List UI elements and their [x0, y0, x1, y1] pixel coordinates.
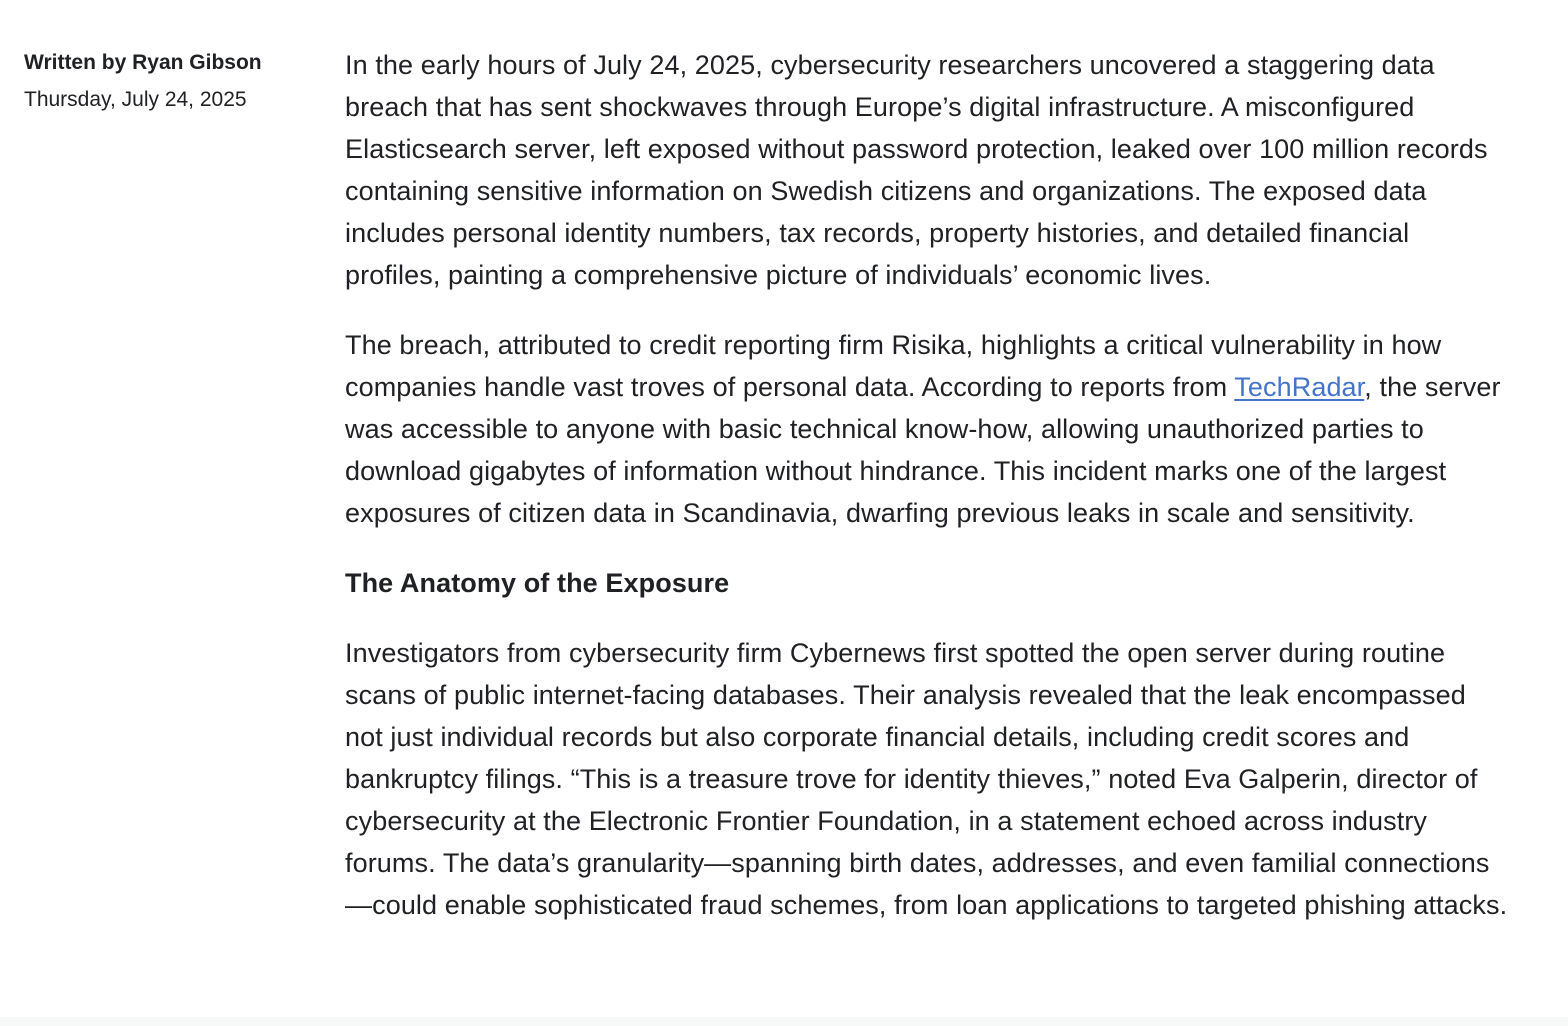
- techradar-link[interactable]: TechRadar: [1234, 372, 1365, 402]
- article-paragraph-1: In the early hours of July 24, 2025, cybersecurity researchers uncovered a staggering data breach that has sent shockwaves through Europe’s digital infrastructure. A misconfigured Elasticsearch server, left exposed without password protection, leaked over 100 million records containing sensitive information on Swedish citizens and organizations. The exposed data includes personal identity numbers, tax records, property histories, and detailed financial profiles, painting a comprehensive picture of individuals’ economic lives.: [345, 50, 1488, 290]
- byline: [0, 0, 345, 118]
- paragraph-2-text-before-link: The breach, attributed to credit reporting firm Risika, highlights a critical vulnerability in how companies handle vast troves of personal data. According to reports from: [345, 330, 1442, 402]
- article-paragraph-2: [345, 324, 1508, 534]
- paragraph-2-text-after-link: , the server was accessible to anyone with basic technical know-how, allowing unauthorized parties to download gigabytes of information without hindrance. This incident marks one of the largest exposures of citizen data in Scandinavia, dwarfing previous leaks in scale and sensitivity.: [345, 372, 1501, 528]
- article-body: [345, 0, 1530, 954]
- article-paragraph-3: Investigators from cybersecurity firm Cybernews first spotted the open server during routine scans of public internet-facing databases. Their analysis revealed that the leak encompassed not just individual records but also corporate financial details, including credit scores and bankruptcy filings. “This is a treasure trove for identity thieves,” noted Eva Galperin, director of cybersecurity at the Electronic Frontier Foundation, in a statement echoed across industry forums. The data’s granularity—spanning birth dates, addresses, and even familial connections—could enable sophisticated fraud schemes, from loan applications to targeted phishing attacks.: [345, 638, 1508, 920]
- bottom-section-divider: [0, 1017, 1568, 1026]
- byline-date: Thursday, July 24, 2025: [24, 88, 247, 111]
- section-heading-anatomy: The Anatomy of the Exposure: [345, 568, 730, 598]
- byline-author: Written by Ryan Gibson: [24, 51, 262, 74]
